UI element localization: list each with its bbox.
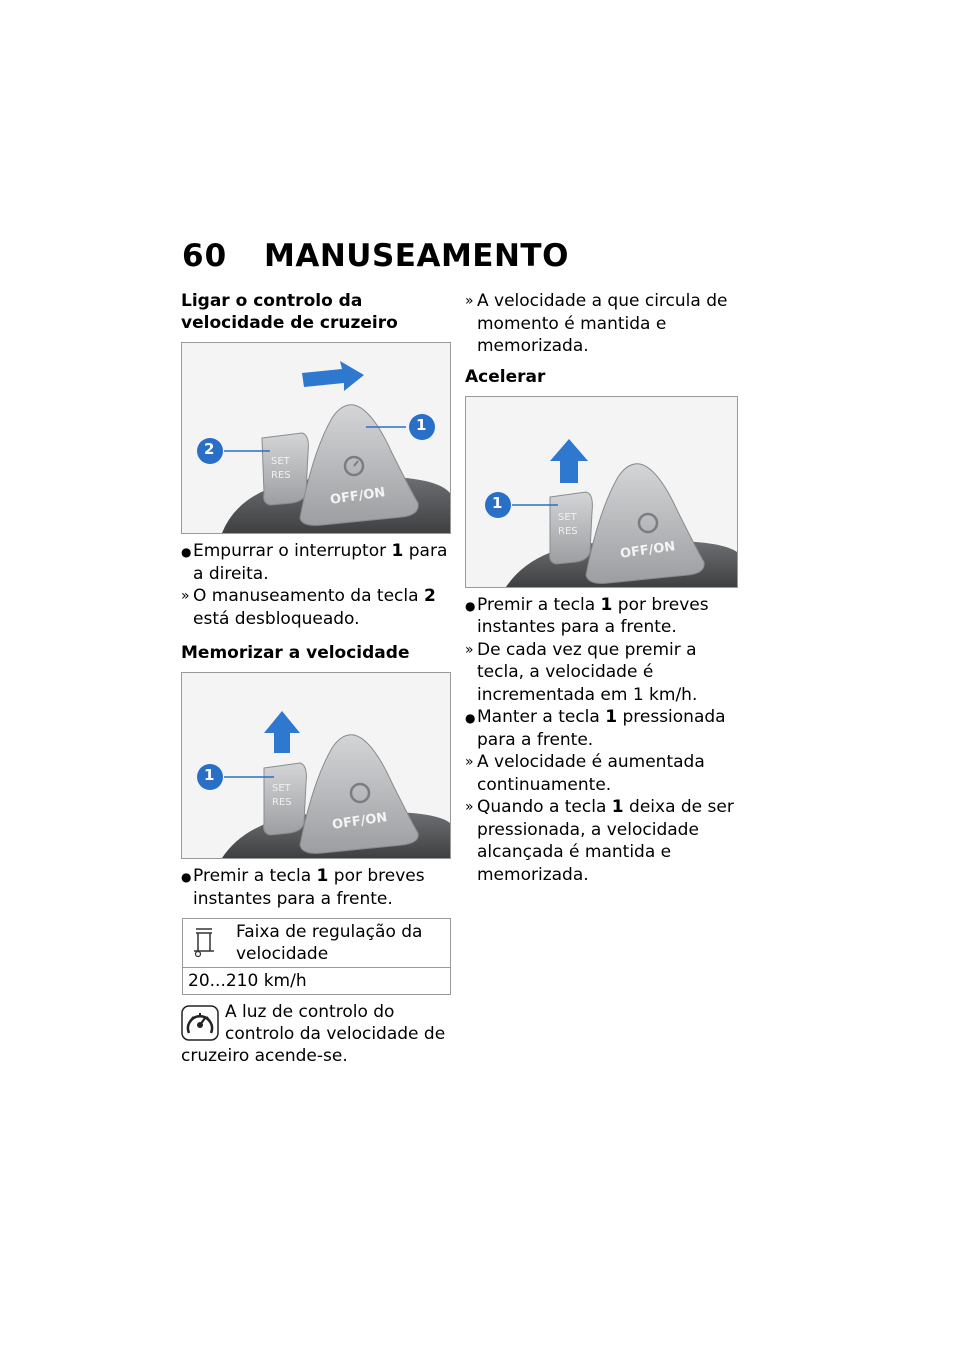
cruise-control-indicator-icon: [181, 1003, 219, 1043]
indicator-note-text: A luz de controlo do controlo da velocidade de cruzeiro acende-se.: [181, 1002, 446, 1066]
figure-switch-press-forward: [181, 672, 451, 859]
speed-range-label: Faixa de regulação da velocidade: [231, 919, 451, 968]
left-column: [181, 290, 453, 1067]
heading-enable-cruise: Ligar o controlo da velocidade de cruzeiro: [181, 291, 398, 333]
key-offon-label: OFF/ON: [619, 538, 677, 562]
callout-1: 1: [204, 766, 215, 784]
indicator-note: [181, 1001, 453, 1067]
callout-2: 2: [204, 440, 215, 458]
key-offon-label: OFF/ON: [331, 810, 389, 833]
spec-icon-cell: [183, 919, 232, 968]
step-result: » Quando a tecla 1 deixa de ser pressionada, a velocidade alcançada é mantida e memorizada.: [465, 797, 734, 885]
steps-store-result: [465, 290, 737, 358]
section-title: MANUSEAMENTO: [264, 238, 569, 274]
callout-1: 1: [416, 416, 427, 434]
step-result: » O manuseamento da tecla 2 está desbloqueado.: [181, 586, 436, 629]
key-res-label: RES: [272, 797, 292, 808]
right-column: [465, 290, 737, 894]
steps-store: [181, 865, 453, 910]
step-action: ● Premir a tecla 1 por breves instantes para a frente.: [181, 866, 425, 909]
heading-accelerate: Acelerar: [465, 366, 546, 387]
callout-1: 1: [492, 493, 503, 512]
page-header: [182, 238, 569, 274]
switch-illustration: [182, 673, 450, 858]
step-result: » A velocidade é aumentada continuamente.: [465, 752, 705, 795]
switch-illustration: [466, 397, 737, 587]
step-result: » De cada vez que premir a tecla, a velocidade é incrementada em 1 km/h.: [465, 639, 698, 705]
key-set-label: SET: [272, 783, 291, 794]
figure-switch-push-right: [181, 342, 451, 534]
spec-range-icon: [188, 921, 218, 959]
steps-enable: [181, 540, 453, 630]
speed-range-value: 20...210 km/h: [188, 971, 307, 991]
key-offon-label: OFF/ON: [329, 485, 387, 508]
step-action: ● Premir a tecla 1 por breves instantes para a frente.: [465, 594, 709, 637]
heading-store-speed: Memorizar a velocidade: [181, 643, 410, 663]
key-set-label: SET: [558, 511, 577, 523]
speed-range-table: [182, 918, 451, 995]
page-number: 60: [182, 238, 228, 274]
switch-illustration: [182, 343, 450, 533]
step-action: ● Manter a tecla 1 pressionada para a frente.: [465, 707, 726, 750]
key-res-label: RES: [271, 470, 291, 481]
key-res-label: RES: [558, 525, 578, 537]
figure-switch-accelerate: [465, 396, 738, 588]
steps-accelerate: [465, 594, 737, 887]
step-action: ● Empurrar o interruptor 1 para a direita.: [181, 541, 448, 584]
key-set-label: SET: [271, 456, 290, 467]
step-result: » A velocidade a que circula de momento é mantida e memorizada.: [465, 291, 728, 356]
